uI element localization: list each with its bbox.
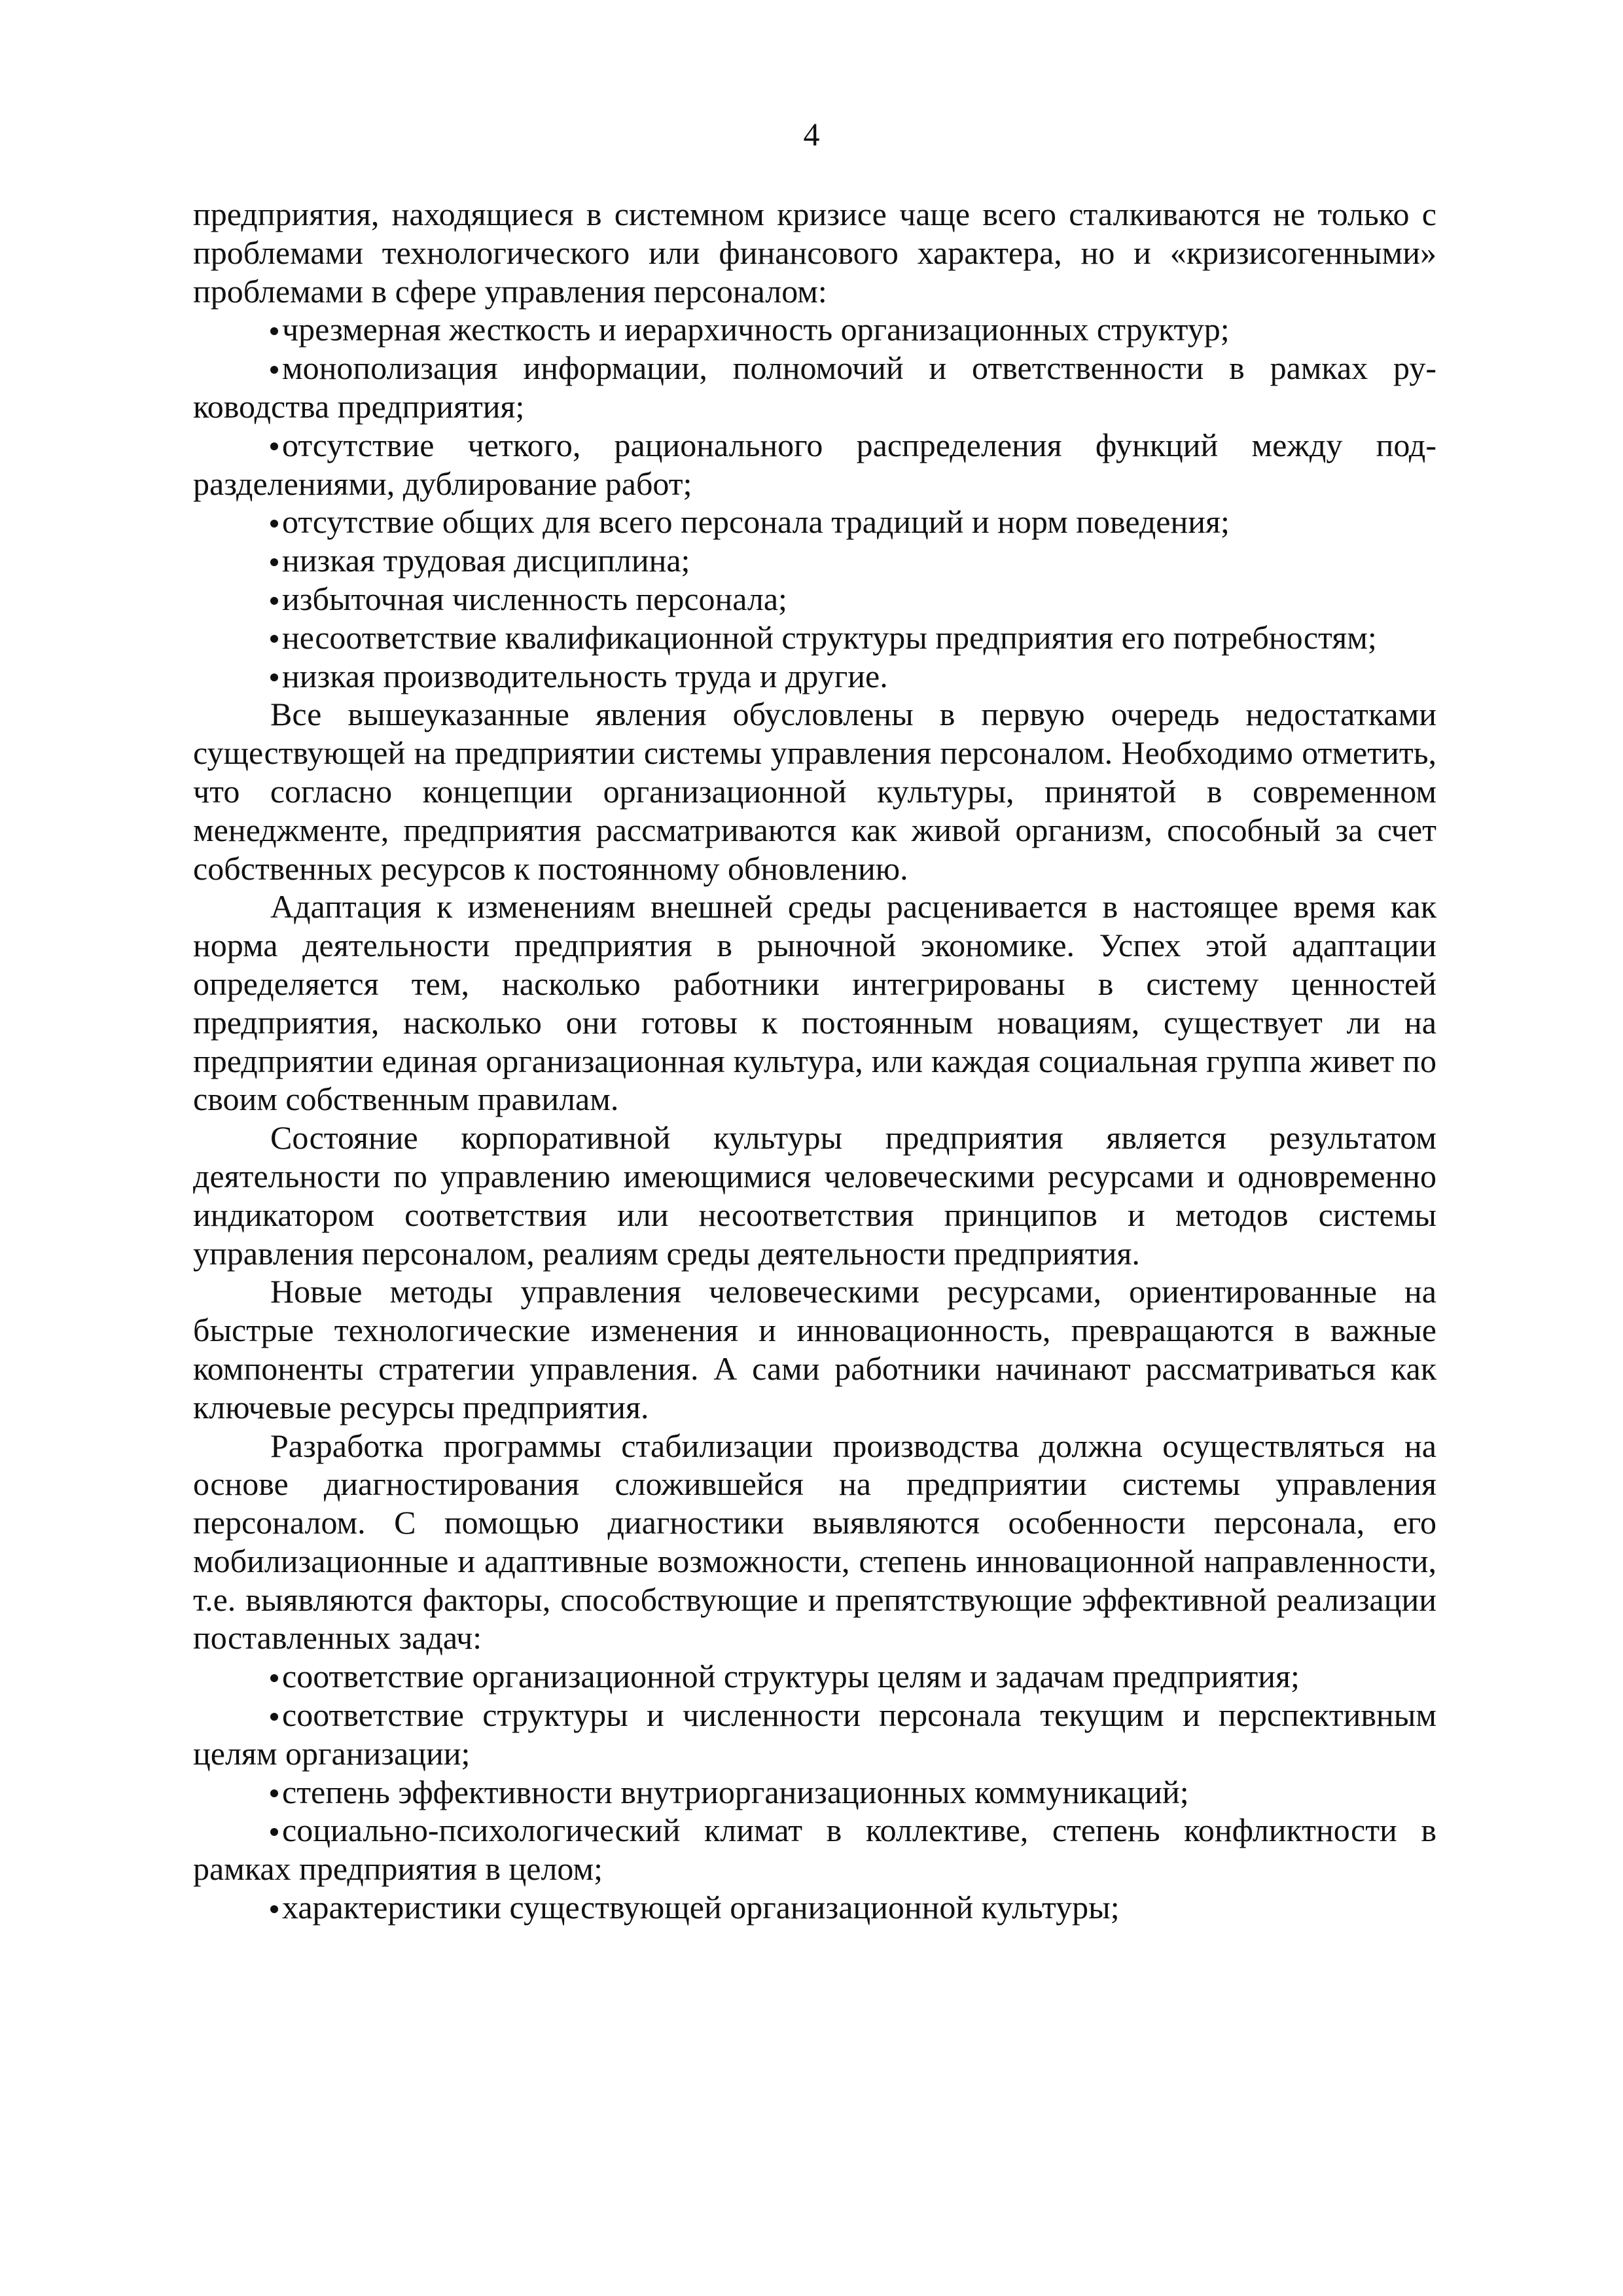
bullet-icon [270, 366, 278, 374]
list-item-text: отсутствие общих для всего персонала традиций и норм поведения; [282, 503, 1230, 541]
factors-list [193, 1657, 1436, 1927]
bullet-icon [270, 1828, 278, 1836]
bullet-icon [270, 673, 278, 681]
list-item [193, 503, 1436, 541]
bullet-icon [270, 1789, 278, 1797]
list-item [193, 1657, 1436, 1696]
bullet-icon [270, 597, 278, 605]
bullet-icon [270, 1713, 278, 1721]
problems-list [193, 310, 1436, 695]
page-number: 4 [803, 116, 820, 152]
list-item-text: соответствие структуры и численности персонала текущим и перспективным целям организации; [193, 1696, 1436, 1772]
list-item [193, 1811, 1436, 1888]
body-paragraph: Адаптация к изменениям внешней среды расценивается в настоящее время как норма деятельности предприятия в рыночной экономике. Успех этой адаптации определяется тем, насколько работники интегрированы в систему ценностей предприятия, насколько они готовы к постоянным новациям, существует ли на предприятии единая организационная культура, или каждая социальная группа живет по своим собственным правилам. [193, 888, 1436, 1118]
list-item-text: низкая производительность труда и другие. [282, 657, 888, 694]
bullet-icon [270, 520, 278, 528]
list-item-text: социально-психологический климат в коллективе, степень конфликтности в рамках предприятия в целом; [193, 1812, 1436, 1888]
body-paragraph: Разработка программы стабилизации производства должна осуществляться на основе диагностирования сложившейся на предприятии системы управления персоналом. С помощью диагностики выявляются особенности персонала, его мобилизационные и адаптивные возможности, степень инновационной направленности, т.е. выявляются факторы, способствующие и препятствующие эффективной реализации поставленных задач: [193, 1427, 1436, 1657]
list-item-text: степень эффективности внутриорганизационных коммуникаций; [282, 1773, 1189, 1810]
page-body [193, 195, 1436, 1927]
bullet-icon [270, 1905, 278, 1913]
list-item-text: монополизация информации, полномочий и ответственности в рамках руководства предприятия; [193, 350, 1436, 425]
body-paragraph: Новые методы управления человеческими ресурсами, ориентированные на быстрые технологические изменения и инновационность, превращаются в важные компоненты стратегии управления. А сами работники начинают рассматриваться как ключевые ресурсы предприятия. [193, 1273, 1436, 1426]
bullet-icon [270, 327, 278, 335]
list-item [193, 657, 1436, 696]
list-item [193, 619, 1436, 657]
list-item-text: чрезмерная жесткость и иерархичность организационных структур; [282, 311, 1230, 348]
body-paragraph: Состояние корпоративной культуры предприятия является результатом деятельности по управлению имеющимися человеческими ресурсами и одновременно индикатором соответствия или несоответствия принципов и методов системы управления персоналом, реалиям среды деятельности предприятия. [193, 1119, 1436, 1272]
list-item [193, 310, 1436, 349]
list-item-text: несоответствие квалификационной структуры предприятия его потребностям; [282, 619, 1377, 656]
bullet-icon [270, 442, 278, 450]
list-item-text: соответствие организационной структуры целям и задачам предприятия; [282, 1658, 1300, 1695]
list-item [193, 1888, 1436, 1927]
bullet-icon [270, 635, 278, 643]
list-item-text: характеристики существующей организационной культуры; [282, 1889, 1120, 1926]
list-item [193, 1773, 1436, 1812]
list-item [193, 541, 1436, 580]
body-paragraph: Все вышеуказанные явления обусловлены в первую очередь недостатками существующей на предприятии системы управления персоналом. Необходимо отметить, что согласно концепции организационной культуры, принятой в современном менеджменте, предприятия рассматриваются как живой организм, способный за счет собственных ресурсов к постоянному обновлению. [193, 696, 1436, 887]
intro-paragraph: предприятия, находящиеся в системном кризисе чаще всего сталкиваются не только с проблемами технологического или финансового характера, но и «кризисогенными» проблемами в сфере управления персоналом: [193, 196, 1436, 310]
list-item [193, 1696, 1436, 1773]
list-item-text: избыточная численность персонала; [282, 580, 787, 617]
list-item-text: отсутствие четкого, рационального распределения функций между подразделениями, дублирование работ; [193, 426, 1436, 502]
bullet-icon [270, 558, 278, 566]
list-item [193, 580, 1436, 619]
bullet-icon [270, 1674, 278, 1682]
list-item-text: низкая трудовая дисциплина; [282, 542, 690, 579]
list-item [193, 426, 1436, 503]
list-item [193, 349, 1436, 426]
